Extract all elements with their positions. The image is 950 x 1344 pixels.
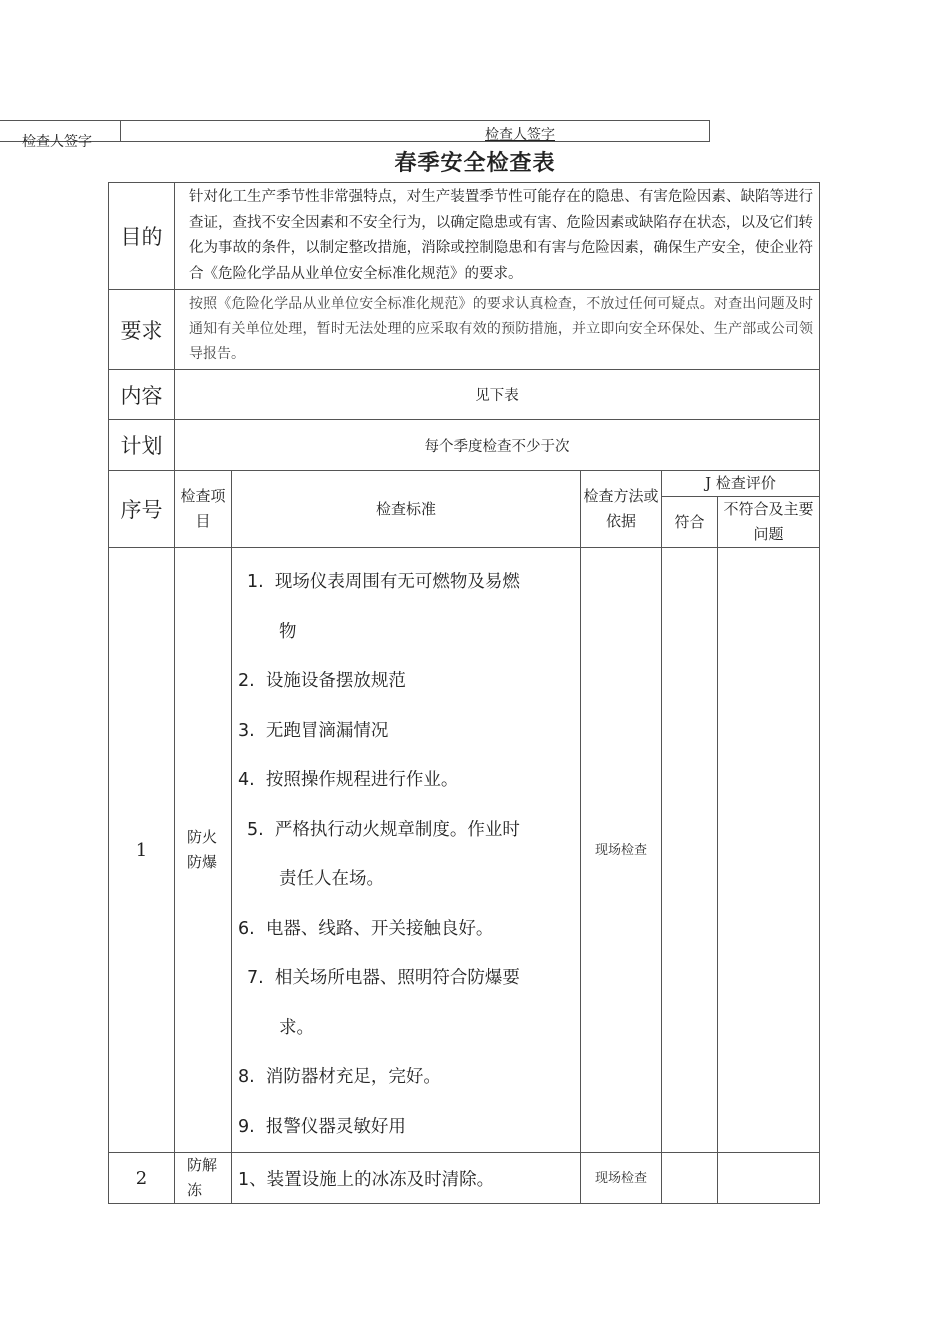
table-row xyxy=(109,1153,820,1204)
content-text: 见下表 xyxy=(175,370,820,420)
header-row xyxy=(109,471,820,497)
requirement-label: 要求 xyxy=(109,290,175,370)
criteria-list xyxy=(232,548,581,1153)
criteria-item: 7. 相关场所电器、照明符合防爆要 求。 xyxy=(247,968,520,1038)
header-evaluation: J 检查评价 xyxy=(662,471,820,497)
row-nonconform-cell[interactable] xyxy=(718,548,820,1153)
plan-row xyxy=(109,420,820,471)
table-row xyxy=(109,548,820,1153)
criteria-text: 1、装置设施上的冰冻及时清除。 xyxy=(232,1153,581,1204)
criteria-item: 2. 设施设备摆放规范 xyxy=(238,671,406,691)
row-conform-cell[interactable] xyxy=(662,548,718,1153)
plan-text: 每个季度检查不少于次 xyxy=(175,420,820,471)
row-method: 现场检查 xyxy=(581,548,662,1153)
criteria-item: 4. 按照操作规程进行作业。 xyxy=(238,770,459,790)
criteria-item: 5. 严格执行动火规章制度。作业时 责任人在场。 xyxy=(247,819,520,889)
row-seq: 2 xyxy=(109,1153,175,1204)
purpose-text: 针对化工生产季节性非常强特点，对生产装置季节性可能存在的隐患、有害危险因素、缺陷等进行查证，查找不安全因素和不安全行为，以确定隐患或有害、危险因素或缺陷存在状态，以及它们转化为事故的条件，以制定整改措施，消除或控制隐患和有害与危险因素，确保生产安全，使企业符合《危险化学品从业单位安全标准化规范》的要求。 xyxy=(175,183,820,290)
header-nonconform: 不符合及主要问题 xyxy=(718,497,820,548)
header-item: 检查项目 xyxy=(175,471,232,548)
row-nonconform-cell[interactable] xyxy=(718,1153,820,1204)
content-label: 内容 xyxy=(109,370,175,420)
purpose-label: 目的 xyxy=(109,183,175,290)
requirement-text: 按照《危险化学品从业单位安全标准化规范》的要求认真检查，不放过任何可疑点。对查出问题及时通知有关单位处理，暂时无法处理的应采取有效的预防措施，并立即向安全环保处、生产部或公司领导报告。 xyxy=(175,290,820,370)
row-conform-cell[interactable] xyxy=(662,1153,718,1204)
criteria-item: 1. 现场仪表周围有无可燃物及易燃 物 xyxy=(247,572,520,642)
page-title: 春季安全检查表 xyxy=(394,151,556,176)
signature-strip xyxy=(0,120,710,142)
header-seq: 序号 xyxy=(109,471,175,548)
plan-label: 计划 xyxy=(109,420,175,471)
criteria-item: 3. 无跑冒滴漏情况 xyxy=(238,720,389,741)
header-conform: 符合 xyxy=(662,497,718,548)
inspector-signature-label-right: 检查人签字 xyxy=(485,127,555,143)
row-item: 防解冻 xyxy=(175,1153,232,1204)
requirement-row xyxy=(109,290,820,370)
row-seq: 1 xyxy=(109,548,175,1153)
criteria-item: 8. 消防器材充足，完好。 xyxy=(238,1067,441,1087)
criteria-item: 9. 报警仪器灵敏好用 xyxy=(238,1116,406,1137)
row-item: 防火防爆 xyxy=(175,548,232,1153)
inspection-table xyxy=(108,182,820,1204)
header-method: 检查方法或依据 xyxy=(581,471,662,548)
purpose-row xyxy=(109,183,820,290)
inspector-signature-label-left: 检查人签字 xyxy=(22,134,92,150)
header-standard: 检查标准 xyxy=(232,471,581,548)
criteria-item: 6. 电器、线路、开关接触良好。 xyxy=(238,918,494,939)
row-method: 现场检查 xyxy=(581,1153,662,1204)
content-row xyxy=(109,370,820,420)
